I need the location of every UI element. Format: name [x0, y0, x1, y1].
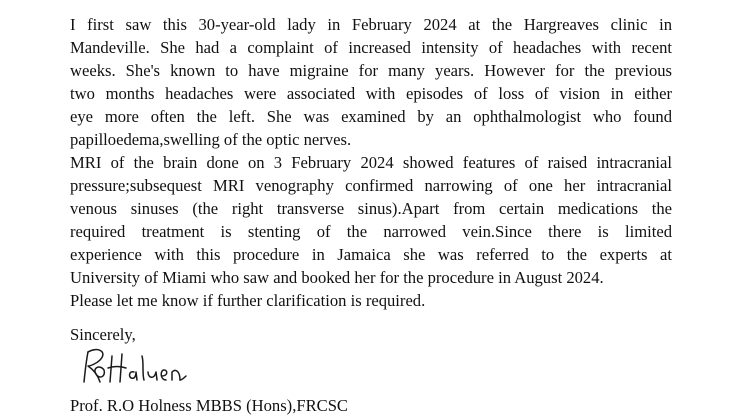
closing-salutation: Sincerely, [70, 325, 136, 344]
handwritten-signature [78, 344, 190, 386]
paragraph-2-line: Please let me know if further clarification is required. [70, 291, 426, 310]
signer-name: Prof. R.O Holness MBBS (Hons),FRCSC [70, 396, 349, 415]
letter-body [70, 13, 672, 312]
paragraph-2-line: experience with this procedure in Jamaica she was referred to the experts at [70, 245, 672, 264]
paragraph-1-line: Mandeville. She had a complaint of increased intensity of headaches with recent [70, 38, 672, 57]
paragraph-1-line: two months headaches were associated with episodes of loss of vision in either [70, 84, 672, 103]
paragraph-2-line: University of Miami who saw and booked her for the procedure in August 2024. [70, 268, 604, 287]
paragraph-1-line: I first saw this 30-year-old lady in February 2024 at the Hargreaves clinic in [70, 15, 672, 34]
paragraph-2-line: pressure;subsequest MRI venography confirmed narrowing of one her intracranial [70, 176, 672, 195]
paragraph-2-line: required treatment is stenting of the narrowed vein.Since there is limited [70, 222, 672, 241]
paragraph-1-line: weeks. She's known to have migraine for many years. However for the previous [70, 61, 672, 80]
paragraph-2-line: venous sinuses (the right transverse sinus).Apart from certain medications the [70, 199, 672, 218]
paragraph-1-line: eye more often the left. She was examined by an ophthalmologist who found [70, 107, 672, 126]
paragraph-2-line: MRI of the brain done on 3 February 2024 showed features of raised intracranial [70, 153, 672, 172]
paragraph-1-line: papilloedema,swelling of the optic nerves. [70, 130, 352, 149]
